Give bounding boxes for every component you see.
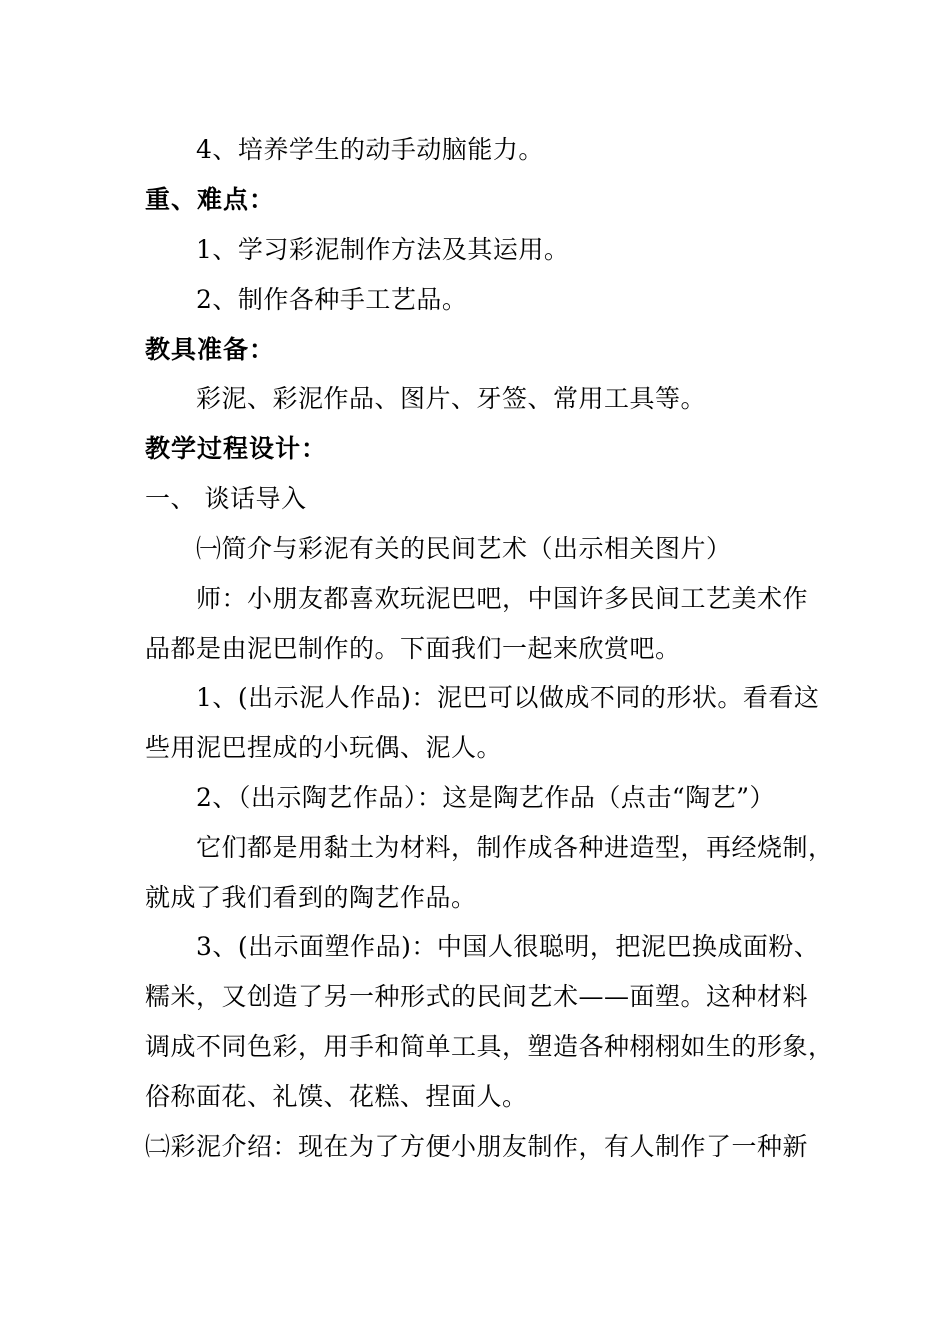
paragraph-line: 些用泥巴捏成的小玩偶、泥人。: [145, 733, 503, 762]
paragraph-line: 3、(出示面塑作品)：中国人很聪明，把泥巴换成面粉、: [196, 932, 820, 961]
materials-list: 彩泥、彩泥作品、图片、牙签、常用工具等。: [196, 384, 707, 413]
paragraph-line: 它们都是用黏土为材料，制作成各种进造型，再经烧制，: [196, 833, 834, 862]
section-heading-key-points: 重、难点：: [145, 185, 276, 214]
paragraph-line: 品都是由泥巴制作的。下面我们一起来欣赏吧。: [145, 634, 681, 663]
section-heading-materials: 教具准备：: [145, 335, 276, 364]
paragraph-line: 调成不同色彩，用手和简单工具，塑造各种栩栩如生的形象，: [145, 1032, 834, 1061]
objective-4: 4、培养学生的动手动脑能力。: [196, 135, 544, 164]
section-heading-process: 教学过程设计：: [145, 434, 328, 463]
key-point-1: 1、学习彩泥制作方法及其运用。: [196, 235, 570, 264]
paragraph-line: 糯米，又创造了另一种形式的民间艺术——面塑。这种材料: [145, 982, 809, 1011]
paragraph-line: 1、(出示泥人作品)：泥巴可以做成不同的形状。看看这: [196, 683, 820, 712]
step-1-title: 一、 谈话导入: [145, 484, 307, 513]
paragraph-line: 2、（出示陶艺作品）：这是陶艺作品（点击“陶艺”）: [196, 783, 775, 812]
subsection-1-title: ㈠简介与彩泥有关的民间艺术（出示相关图片）: [196, 534, 732, 563]
paragraph-line: 就成了我们看到的陶艺作品。: [145, 883, 477, 912]
paragraph-line: 师：小朋友都喜欢玩泥巴吧，中国许多民间工艺美术作: [196, 584, 809, 613]
key-point-2: 2、制作各种手工艺品。: [196, 285, 468, 314]
subsection-2-line: ㈡彩泥介绍：现在为了方便小朋友制作，有人制作了一种新: [145, 1132, 809, 1161]
paragraph-line: 俗称面花、礼馍、花糕、捏面人。: [145, 1082, 528, 1111]
